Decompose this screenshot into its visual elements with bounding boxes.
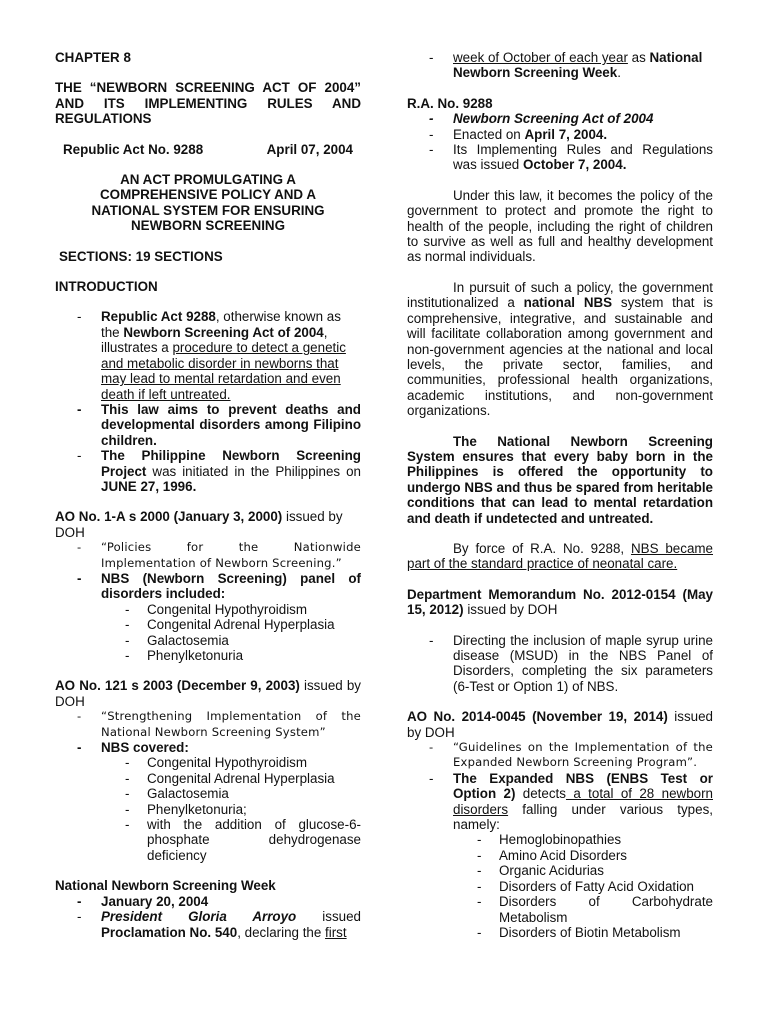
underlined-text: first <box>325 924 347 940</box>
list-item <box>407 142 713 173</box>
chapter-heading: CHAPTER 8 <box>55 50 131 65</box>
ao-title: AO No. 2014-0045 (November 19, 2014) <box>407 709 668 725</box>
right-column <box>407 50 713 940</box>
list-item: - Congenital Hypothyroidism <box>55 755 361 770</box>
text-run: as <box>627 50 650 65</box>
ao2014-heading <box>407 709 713 740</box>
ao1-disorders <box>55 602 361 664</box>
issued-by: issued by DOH <box>55 509 343 540</box>
ra-list <box>407 111 713 173</box>
enbs-types <box>407 832 713 940</box>
ao-title: AO No. 1-A s 2000 (January 3, 2000) <box>55 509 283 525</box>
list-item: - Disorders of Carbohydrate Metabolism <box>407 894 713 925</box>
text-run: . <box>617 65 621 81</box>
issued-by: issued by DOH <box>55 678 361 709</box>
list-item <box>55 909 361 940</box>
dm-heading <box>407 587 713 618</box>
bold-text: national NBS <box>523 295 613 311</box>
list-item: - Phenylketonuria <box>55 648 361 663</box>
ao121-disorders <box>55 755 361 863</box>
ao1-heading <box>55 509 361 540</box>
list-item <box>55 448 361 494</box>
ra-name: Republic Act 9288 <box>101 309 216 325</box>
nbs-week-list <box>55 894 361 940</box>
list-item: - with the addition of glucose-6-phosphate dehydrogenase deficiency <box>55 817 361 863</box>
list-item <box>55 309 361 401</box>
list-item: - Phenylketonuria; <box>55 802 361 817</box>
proclamation-number: Proclamation No. 540 <box>101 924 238 940</box>
list-item: - “Strengthening Implementation of the National Newborn Screening System” <box>55 709 361 740</box>
left-column <box>55 50 361 940</box>
enbs-name: The Expanded NBS (ENBS Test or Option 2) <box>453 770 713 802</box>
sections-count: SECTIONS: 19 SECTIONS <box>59 248 223 264</box>
act-name: Newborn Screening Act of 2004 <box>123 324 324 340</box>
list-item: - Galactosemia <box>55 633 361 648</box>
underlined-text: NBS became part of the standard practice of neonatal care. <box>407 540 713 572</box>
list-item: - Newborn Screening Act of 2004 <box>407 111 713 126</box>
list-item: - Congenital Hypothyroidism <box>55 602 361 617</box>
list-item: - Amino Acid Disorders <box>407 848 713 863</box>
list-item: - Galactosemia <box>55 786 361 801</box>
list-item: - NBS covered: <box>55 740 361 755</box>
list-item: - “Policies for the Nationwide Implementation of Newborn Screening.” <box>55 540 361 571</box>
list-item: - Organic Acidurias <box>407 863 713 878</box>
policy-paragraph: Under this law, it becomes the policy of the government to protect and promote the right to health of the people, including the right of children to survive as well as full and healthy development as normal individuals. <box>407 187 713 265</box>
text-run: , illustrates a <box>101 324 328 356</box>
underlined-text: a total of 28 newborn disorders <box>453 786 713 817</box>
list-item: - This law aims to prevent deaths and developmental disorders among Filipino children. <box>55 402 361 448</box>
nbs-week-continuation <box>407 50 713 81</box>
ao2014-list <box>407 740 713 832</box>
project-date: JUNE 27, 1996. <box>101 478 197 494</box>
list-item: - Disorders of Fatty Acid Oxidation <box>407 879 713 894</box>
text-run: By force of R.A. No. 9288, <box>453 540 631 556</box>
system-paragraph: The National Newborn Screening System ensures that every baby born in the Philippines is offered the opportunity to undergo NBS and thus be spared from heritable conditions that can lead to mental retardation and death if undetected and untreated. <box>407 433 713 526</box>
list-item: - NBS (Newborn Screening) panel of disorders included: <box>55 571 361 602</box>
list-item <box>407 127 713 142</box>
text-run: , declaring the <box>237 924 326 940</box>
text-run: Its Implementing Rules and Regulations was issued <box>453 142 713 173</box>
underlined-text: week of October of each year <box>453 50 628 65</box>
dm-list <box>407 633 713 695</box>
ao121-heading <box>55 678 361 709</box>
list-item: - January 20, 2004 <box>55 894 361 909</box>
introduction-heading: INTRODUCTION <box>55 279 158 295</box>
ao121-list <box>55 709 361 755</box>
force-paragraph <box>407 541 713 572</box>
list-item: - “Guidelines on the Implementation of the Expanded Newborn Screening Program”. <box>407 740 713 771</box>
list-item: - Hemoglobinopathies <box>407 832 713 847</box>
republic-act-number: Republic Act No. 9288 <box>63 141 204 157</box>
ao-title: AO No. 121 s 2003 (December 9, 2003) <box>55 678 300 694</box>
ra-heading: R.A. No. 9288 <box>407 95 493 111</box>
irr-date: October 7, 2004. <box>522 157 627 173</box>
week-name: National Newborn Screening Week <box>453 50 703 81</box>
ao1-list <box>55 540 361 602</box>
nbs-week-heading: National Newborn Screening Week <box>55 878 276 894</box>
introduction-list <box>55 309 361 494</box>
text-run: issued <box>296 909 361 925</box>
president-name: President Gloria Arroyo <box>101 909 297 925</box>
republic-act-line <box>55 142 361 157</box>
list-item: - Disorders of Biotin Metabolism <box>407 925 713 940</box>
list-item: - Congenital Adrenal Hyperplasia <box>55 617 361 632</box>
text-run: In pursuit of such a policy, the government institutionalized a <box>407 279 713 311</box>
text-run: Enacted on <box>453 126 525 142</box>
act-title: AN ACT PROMULGATING A COMPREHENSIVE POLICY AND A NATIONAL SYSTEM FOR ENSURING NEWBORN SCREENING <box>91 172 325 234</box>
text-run: was initiated in the Philippines on <box>146 463 361 479</box>
list-item: - Directing the inclusion of maple syrup urine disease (MSUD) in the NBS Panel of Disorders, completing the six parameters (6-Test or Option 1) of NBS. <box>407 633 713 695</box>
text-run: system that is comprehensive, integrative, and sustainable and will facilitate collaboration among government and non-government agencies at the national and local levels, the private sector, families, and communities, professional health organizations, academic institutions, and non-government organizations. <box>407 295 714 419</box>
continuation-text <box>407 50 713 81</box>
text-run: falling under various types, namely: <box>453 801 713 833</box>
chapter-title: THE “NEWBORN SCREENING ACT OF 2004” AND ITS IMPLEMENTING RULES AND REGULATIONS <box>55 80 361 127</box>
enacted-date: April 7, 2004. <box>524 126 608 142</box>
list-item <box>407 771 713 833</box>
project-name: The Philippine Newborn Screening Project <box>101 448 361 479</box>
text-run: detects <box>515 786 566 802</box>
republic-act-date: April 07, 2004 <box>266 141 353 157</box>
issued-by: issued by DOH <box>463 602 558 618</box>
text-run: , otherwise known as the <box>101 309 341 340</box>
dm-title: Department Memorandum No. 2012-0154 (May 15, 2012) <box>407 586 713 618</box>
list-item: - Congenital Adrenal Hyperplasia <box>55 771 361 786</box>
issued-by: issued by DOH <box>407 709 713 740</box>
underlined-text: procedure to detect a genetic and metabolic disorder in newborns that may lead to mental retardation and even death if left untreated. <box>101 340 346 402</box>
institution-paragraph <box>407 280 713 419</box>
